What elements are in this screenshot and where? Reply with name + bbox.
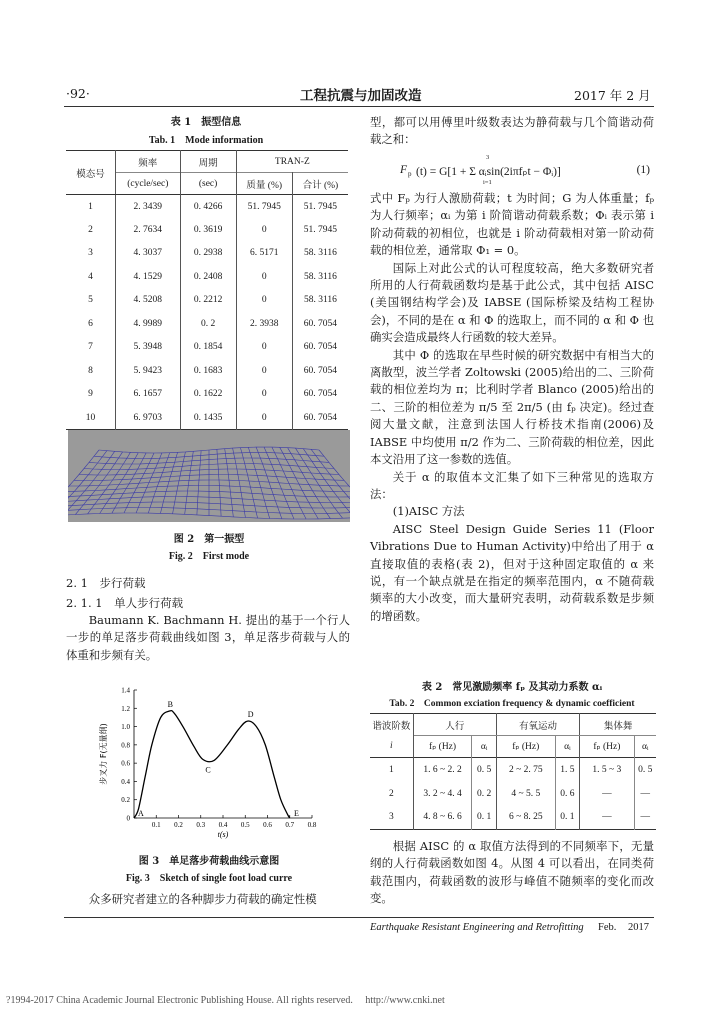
axis-ticks	[121, 687, 317, 830]
x-axis-label: t(s)	[217, 830, 229, 839]
th-dance: 集体舞	[580, 714, 656, 736]
table-cell: 8	[66, 359, 116, 383]
th-period-unit: (sec)	[180, 173, 236, 195]
table-cell: 51. 7945	[236, 195, 292, 219]
table-cell: 0. 6	[555, 782, 580, 806]
table-cell: 2. 3938	[236, 312, 292, 336]
table2-title-en: Tab. 2 Common exciation frequency & dynamic coefficient	[389, 699, 635, 709]
right-column	[370, 114, 654, 149]
page-number: ·92·	[66, 86, 90, 101]
table-cell: 60. 7054	[303, 365, 338, 376]
table-cell: 6 ~ 8. 25	[496, 806, 555, 830]
table-cell: 58. 3116	[303, 295, 337, 306]
table-cell: 0. 4266	[180, 195, 236, 219]
y-tick-label: 0.2	[121, 796, 130, 805]
th-f1: fₚ (Hz)	[413, 736, 472, 758]
table-row	[66, 289, 348, 313]
table-cell: 7	[66, 336, 116, 360]
table-cell: 0. 1	[472, 806, 497, 830]
th-total: 合计 (%)	[292, 173, 348, 195]
table-cell: 60. 7054	[303, 412, 338, 423]
last-line: 众多研究者建立的各种脚步力荷载的确定性模	[88, 892, 317, 906]
table-cell: 1. 5	[555, 758, 580, 782]
th-a3: αᵢ	[642, 741, 649, 752]
table-cell: 0. 1683	[180, 359, 236, 383]
th-a2: αᵢ	[555, 736, 580, 758]
table-cell: 0	[236, 383, 292, 407]
para-definitions: 式中 Fₚ 为行人激励荷载；t 为时间；G 为人体重量；fₚ 为人行频率；αᵢ 为第 i 阶简谐动荷载系数；Φᵢ 表示第 i 阶动荷载的初相位，也就是 i 阶动荷载相对第一阶动荷载的相位差，通常取 Φ₁ = 0。	[370, 191, 654, 258]
y-tick-label: 1.4	[121, 686, 130, 695]
table-cell: 4. 9989	[116, 312, 180, 336]
table-cell: 0	[236, 218, 292, 242]
x-tick-label: 0.2	[174, 821, 183, 829]
table-cell: 0	[236, 265, 292, 289]
x-tick-label: 0.3	[196, 821, 206, 829]
table-cell: 10	[66, 406, 116, 430]
para-aisc: AISC Steel Design Guide Series 11 (Floor Vibrations Due to Human Activity)中给出了用于 α 直接取值的表格(表 2)，但对于这种固定取值的 α 来说，有一个缺点就是在指定的频率范围内，α 不随荷载频率的大小改变，而大量研究表明，动荷载系数是步频的增函数。	[370, 521, 654, 623]
y-tick-label: 0.4	[121, 777, 130, 786]
journal-title: 工程抗震与加固改造	[300, 88, 422, 104]
x-tick-label: 0.6	[263, 821, 272, 829]
th-mode: 模态号	[66, 151, 116, 195]
table-row	[66, 242, 348, 266]
point-label-a: A	[138, 809, 144, 818]
footer-rule	[64, 917, 654, 918]
table-cell: 0	[236, 406, 292, 430]
table-cell: 6. 5171	[236, 242, 292, 266]
table-cell: 1. 5 ~ 3	[580, 758, 634, 782]
table-cell: 0. 2	[180, 312, 236, 336]
table-row	[370, 806, 656, 830]
right-final	[370, 838, 654, 908]
th-freq: 频率	[116, 151, 180, 173]
th-tran: TRAN-Z	[274, 156, 310, 167]
baumann-paragraph: Baumann K. Bachmann H. 提出的基于一个行人一步的单足落步荷载曲线如图 3，单足落步荷载与人的体重和步频有关。	[66, 613, 350, 662]
point-label-c: C	[205, 765, 211, 775]
table-cell: 1	[370, 758, 413, 782]
table-cell: —	[580, 782, 634, 806]
footer-year: 2017	[628, 922, 649, 933]
coefficient-table	[370, 713, 656, 830]
table-cell: 0	[236, 289, 292, 313]
para-international: 国际上对此公式的认可程度较高，绝大多数研究者所用的人行荷载函数均是基于此公式，其中包括 AISC (美国钢结构学会)及 IABSE (国际桥梁及结构工程协会)，不同的是在 α 和 Φ 的选取上，而不同的 α 和 Φ 也确实会造成最终人行函数的较大差异。	[370, 260, 654, 345]
fig3-caption-en: Fig. 3 Sketch of single foot load curre	[125, 873, 293, 884]
curve-point-labels	[138, 700, 299, 818]
table-cell: 0. 5	[638, 764, 653, 775]
table-cell: 0	[236, 359, 292, 383]
table-cell: 0. 3619	[180, 218, 236, 242]
table-cell: 5	[66, 289, 116, 313]
table-cell: 4. 3037	[116, 242, 180, 266]
table-row	[66, 218, 348, 242]
table-row	[66, 265, 348, 289]
table-cell: 1. 6 ~ 2. 2	[413, 758, 472, 782]
fig2-caption-en: Fig. 2 First mode	[168, 551, 250, 562]
para-aisc-heading: (1)AISC 方法	[392, 504, 465, 519]
th-mass: 质量 (%)	[236, 173, 292, 195]
table-row	[66, 312, 348, 336]
x-tick-label: 0.7	[285, 821, 295, 829]
table-cell: 2. 3439	[116, 195, 180, 219]
section-heading: 2. 1 步行荷载	[66, 576, 146, 590]
table-cell: 0. 1622	[180, 383, 236, 407]
para-phase: 其中 Φ 的选取在早些时候的研究数据中有相当大的离散型，波兰学者 Zoltowski (2005)给出的二、三阶荷载的相位差均为 π；比利时学者 Blanco (2005)给出的二、三阶的相位差为 π/5 至 2π/5 (由 fₚ 决定)。经过查阅大量文献，注意到法国人行桥技术指南(2006)及 IABSE 中均使用 π/2 作为二、三阶荷载的相位差，因此本文沿用了这一参数的选值。	[370, 347, 654, 467]
x-tick-label: 0.8	[307, 821, 317, 829]
th-period: 周期	[180, 151, 236, 173]
table-cell: 0	[236, 336, 292, 360]
table-row	[370, 782, 656, 806]
para-intro: 型，都可以用傅里叶级数表达为静荷载与几个简谐动荷载之和：	[370, 115, 654, 147]
para-alpha: 关于 α 的取值本文汇集了如下三种常见的选取方法：	[370, 469, 654, 501]
table-cell: 51. 7945	[303, 201, 338, 212]
y-tick-label: 0.6	[121, 759, 130, 768]
eq-sub: p	[408, 170, 412, 178]
table-cell: 2	[66, 218, 116, 242]
table-cell: 6. 1657	[116, 383, 180, 407]
x-tick-label: 0.5	[240, 821, 250, 829]
th-walk: 人行	[413, 714, 496, 736]
table-cell: 4	[66, 265, 116, 289]
table-cell: 5. 3948	[116, 336, 180, 360]
table-cell: —	[640, 812, 651, 823]
th-i: i	[370, 736, 413, 758]
th-aerobic: 有氧运动	[496, 714, 579, 736]
table-cell: 1	[66, 195, 116, 219]
copyright-line: ?1994-2017 China Academic Journal Electronic Publishing House. All rights reserved. http://www.cnki.net	[6, 995, 445, 1006]
table-cell: 60. 7054	[303, 389, 338, 400]
th-freq-unit: (cycle/sec)	[116, 173, 180, 195]
table-cell: 0. 1435	[180, 406, 236, 430]
table-cell: 2 ~ 2. 75	[496, 758, 555, 782]
table-cell: 5. 9423	[116, 359, 180, 383]
subsection-heading: 2. 1. 1 单人步行荷载	[66, 596, 184, 610]
eq-sum-bottom: i=1	[483, 179, 492, 186]
mode-table	[66, 150, 348, 430]
y-tick-label: 0.8	[121, 741, 130, 750]
table-row	[66, 359, 348, 383]
table-cell: 9	[66, 383, 116, 407]
load-curve	[134, 711, 290, 818]
x-tick-label: 0.4	[218, 821, 228, 829]
eq-number: (1)	[636, 164, 650, 176]
table-cell: 51. 7945	[303, 224, 338, 235]
y-tick-label: 0	[126, 814, 130, 823]
table1-title-cn: 表 1 振型信息	[170, 117, 242, 128]
left-last-paragraph	[66, 891, 350, 908]
table-cell: 0. 2408	[180, 265, 236, 289]
table-cell: 60. 7054	[303, 342, 338, 353]
table-cell: 2	[370, 782, 413, 806]
table-cell: 6. 9703	[116, 406, 180, 430]
table-cell: 58. 3116	[303, 271, 337, 282]
fig2-caption-cn: 图 2 第一振型	[173, 534, 245, 545]
table-cell: 6	[66, 312, 116, 336]
eq-body: (t) = G[1 + Σ αᵢsin(2iπfₚt − Φᵢ)]	[416, 166, 561, 178]
th-order: 谐波阶数	[370, 714, 413, 736]
table-cell: 4. 8 ~ 6. 6	[413, 806, 472, 830]
single-foot-load-chart	[88, 682, 328, 850]
issue-date: 2017 年 2 月	[574, 88, 651, 103]
table2-title-cn: 表 2 常见激励频率 fₚ 及其动力系数 αᵢ	[421, 682, 603, 693]
point-label-d: D	[247, 710, 254, 720]
table-cell: —	[640, 788, 651, 799]
footer-journal: Earthquake Resistant Engineering and Retrofitting	[370, 922, 584, 933]
table-cell: 3	[370, 806, 413, 830]
y-axis-label: 步叉力 F(无量纲)	[99, 723, 108, 785]
table-cell: 2. 7634	[116, 218, 180, 242]
point-label-e: E	[293, 809, 299, 818]
eq-sum-top: 3	[486, 154, 490, 161]
table-cell: 4. 5208	[116, 289, 180, 313]
th-a1: αᵢ	[472, 736, 497, 758]
table-cell: 3	[66, 242, 116, 266]
fig3-caption-cn: 图 3 单足落步荷载曲线示意图	[138, 856, 280, 867]
para-fig4: 根据 AISC 的 α 取值方法得到的不同频率下，无量纲的人行荷载函数如图 4。从图 4 可以看出，在同类荷载范围内，荷载函数的波形与峰值不随频率的变化而改变。	[370, 839, 654, 906]
table-cell: 3. 2 ~ 4. 4	[413, 782, 472, 806]
header-rule	[64, 106, 654, 107]
table-cell: 0. 5	[472, 758, 497, 782]
table-row	[66, 336, 348, 360]
point-label-b: B	[167, 700, 173, 710]
table1-title-en: Tab. 1 Mode information	[148, 135, 264, 146]
table-cell: —	[580, 806, 634, 830]
equation-1	[400, 154, 654, 186]
left-paragraph	[66, 612, 350, 664]
table-row	[66, 195, 348, 219]
table-row	[66, 406, 348, 430]
th-f3: fₚ (Hz)	[580, 736, 634, 758]
first-mode-mesh-figure	[68, 430, 350, 522]
table-cell: 0. 2212	[180, 289, 236, 313]
table-cell: 4. 1529	[116, 265, 180, 289]
table-cell: 0. 1854	[180, 336, 236, 360]
table-cell: 0. 2	[472, 782, 497, 806]
table-cell: 60. 7054	[303, 318, 338, 329]
table-cell: 4 ~ 5. 5	[496, 782, 555, 806]
table-row	[370, 758, 656, 782]
th-f2: fₚ (Hz)	[496, 736, 555, 758]
right-column-body	[370, 190, 654, 625]
table-cell: 0. 2938	[180, 242, 236, 266]
footer-month: Feb.	[598, 922, 617, 933]
eq-lhs: F	[400, 164, 408, 176]
table-cell: 0. 1	[555, 806, 580, 830]
y-tick-label: 1.2	[121, 704, 130, 713]
y-tick-label: 1.0	[121, 723, 130, 732]
x-tick-label: 0.1	[151, 821, 161, 829]
table-row	[66, 383, 348, 407]
table-cell: 58. 3116	[303, 248, 337, 259]
